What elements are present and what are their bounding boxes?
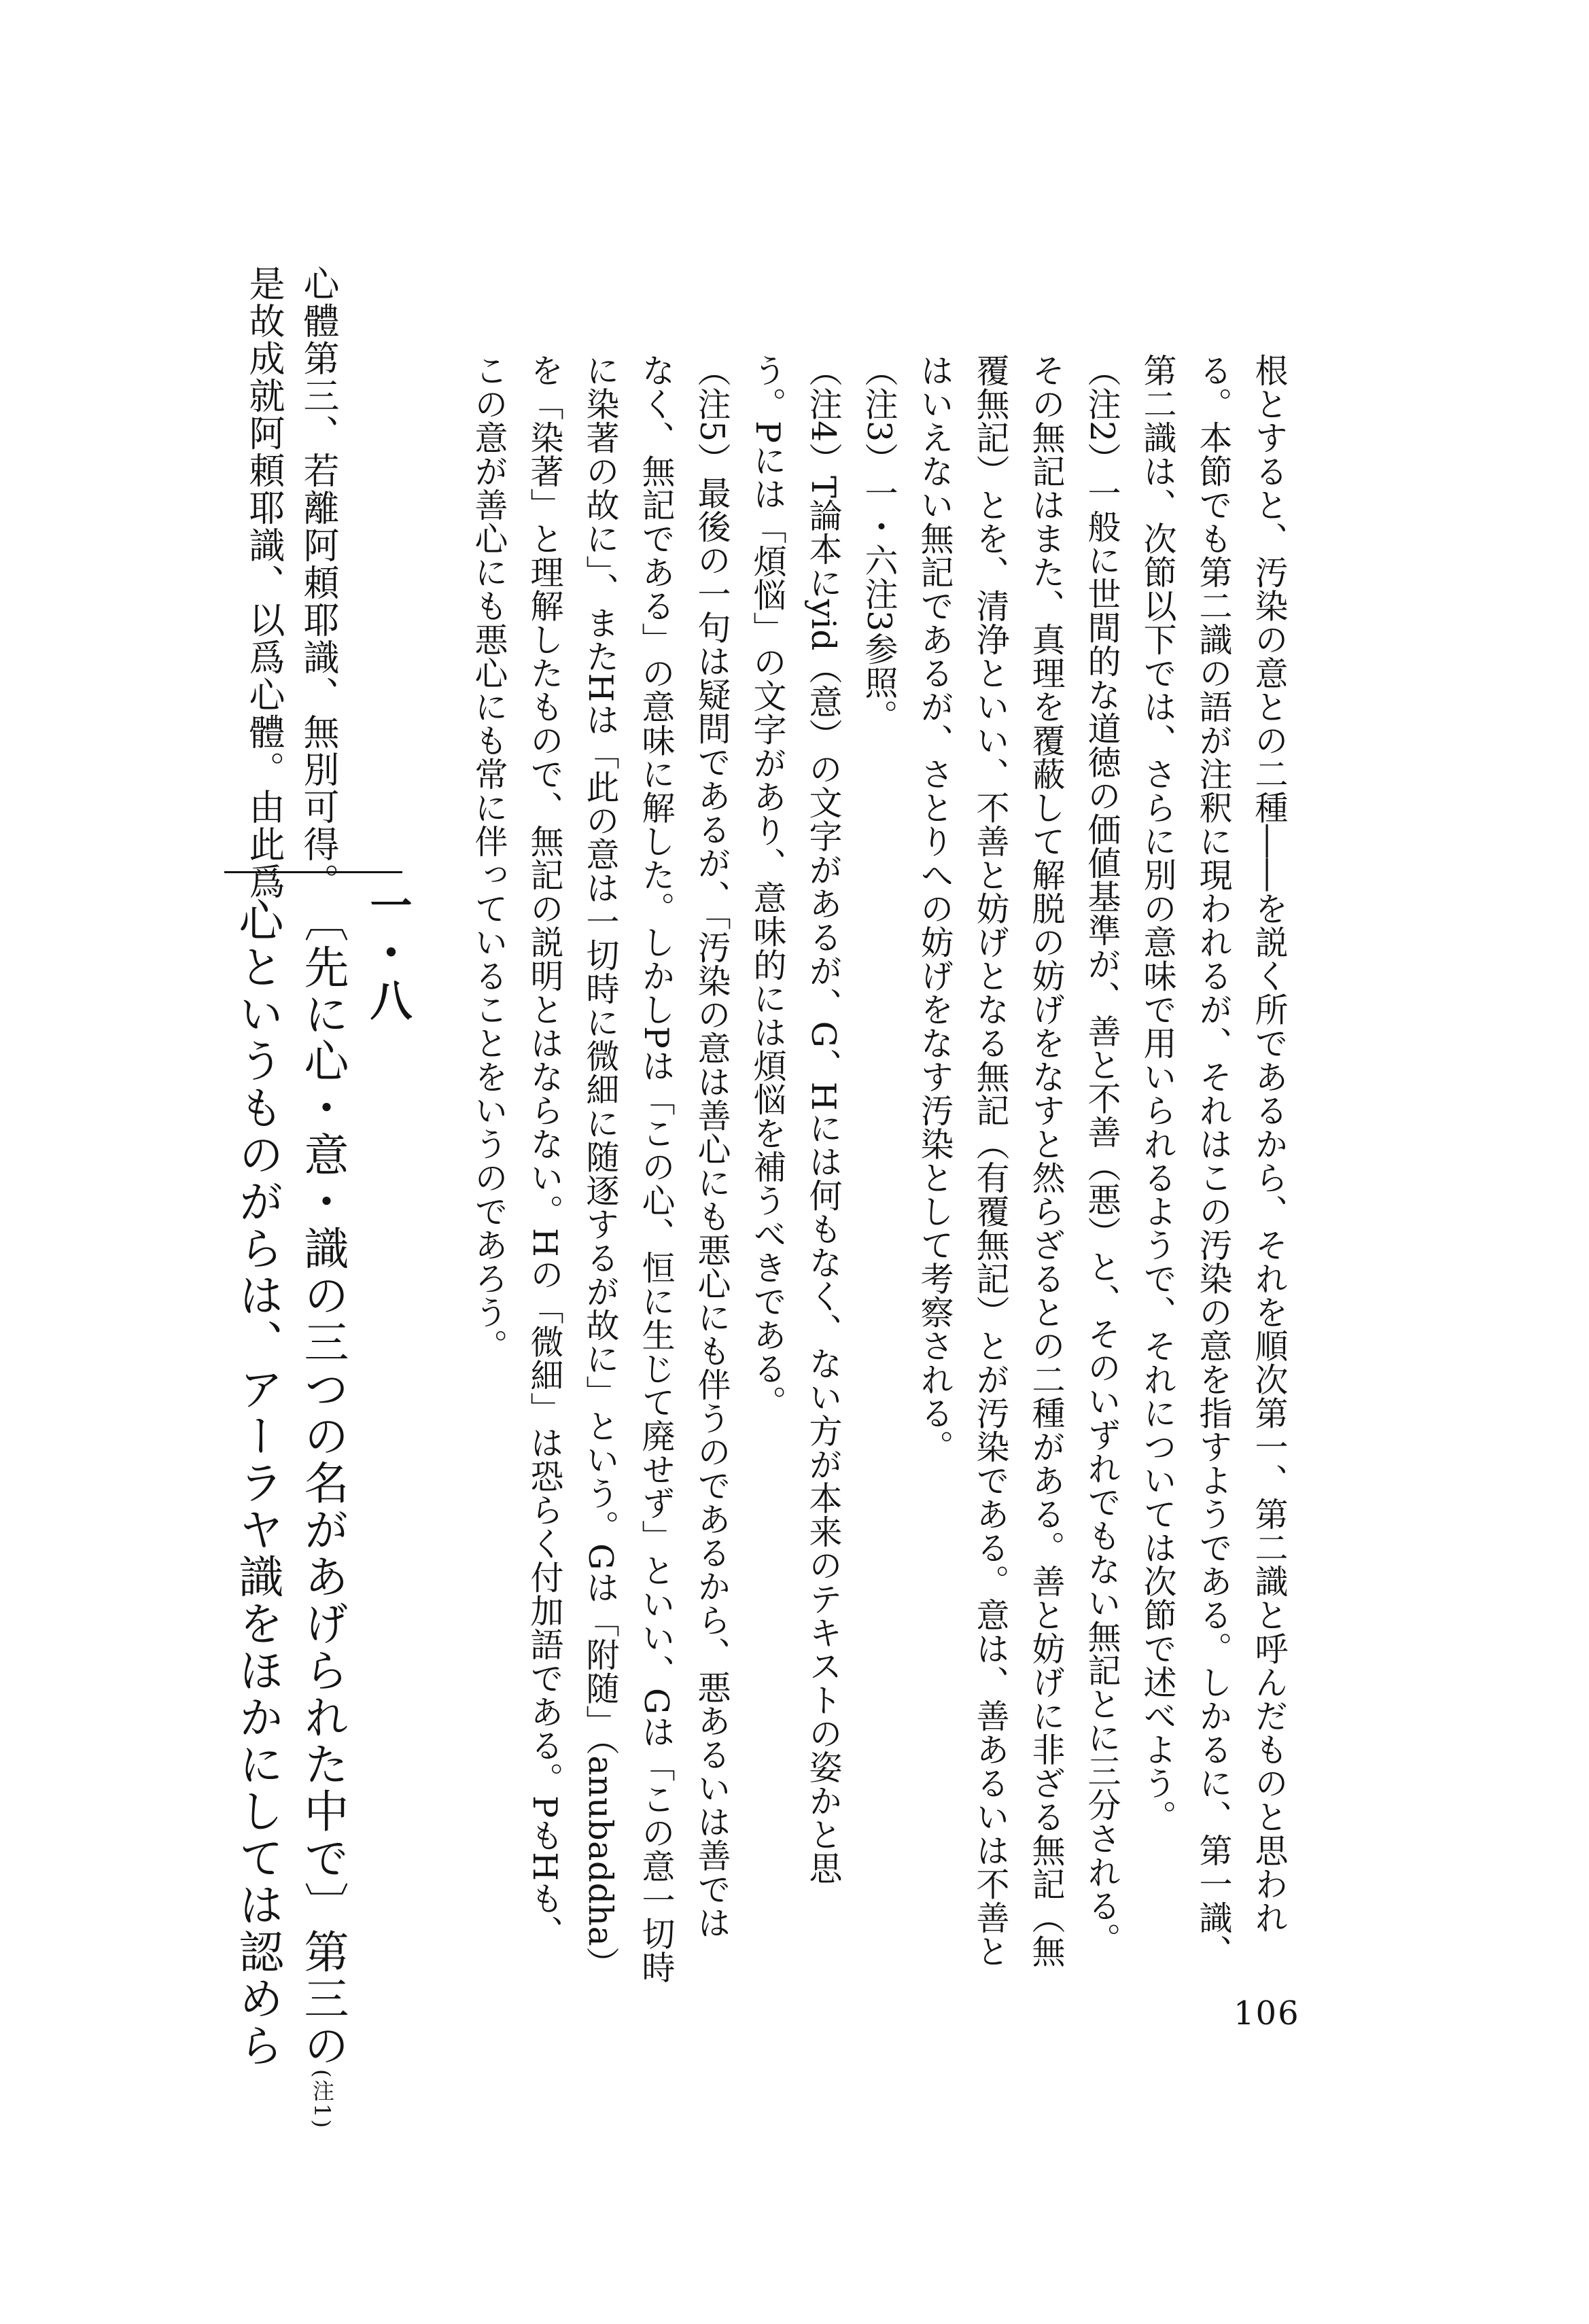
commentary-line: 覆無記）とを、清浄といい、不善と妨げとなる無記（有覆無記）とが汚染である。意は、善あるいは不善と: [971, 353, 1010, 1968]
commentary-line: この意が善心にも悪心にも常に伴っていることをいうのであろう。: [470, 353, 508, 1362]
commentary-line: る。本節でも第二識の語が注釈に現われるが、それはこの汚染の意を指すようである。しかるに、第一識、: [1194, 353, 1233, 1968]
original-text: [237, 265, 345, 900]
commentary-notes: [461, 353, 1297, 2052]
page-number: 106: [1234, 1994, 1300, 2032]
commentary-line: 第二識は、次節以下では、さらに別の意味で用いられるようで、それについては次節で述べよう。: [1138, 353, 1177, 1833]
commentary-line: その無記はまた、真理を覆蔽して解脱の妨げをなすと然らざるとの二種がある。善と妨げに非ざる無記（無: [1027, 353, 1066, 1968]
section-line: [290, 897, 355, 2324]
commentary-line: 根とすると、汚染の意との二種――を説く所であるから、それを順次第一、第二識と呼んだものと思われ: [1250, 353, 1289, 1935]
commentary-line: に染著の故に」、またHは「此の意は一切時に微細に随逐するが故に」という。Gは「附随」（anubaddha）: [581, 353, 620, 1980]
original-line: 心體第三、若離阿頼耶識、無別可得。: [298, 265, 339, 900]
commentary-line: （注5）最後の一句は疑問であるが、「汚染の意は善心にも悪心にも伴うのであるから、悪あるいは善では: [693, 353, 731, 1939]
commentary-line: う。Pには「煩悩」の文字があり、意味的には煩悩を補うべきである。: [748, 353, 787, 1419]
section-text: [224, 897, 355, 2324]
note-reference: (注1): [309, 2069, 335, 2130]
section-divider: [224, 871, 402, 873]
commentary-line: はいえない無記であるが、さとりへの妨げをなす汚染として考察される。: [915, 353, 954, 1464]
commentary-line: （注4）T論本にyid（意）の文字があるが、G、Hには何もなく、ない方が本来のテキストの姿かと思: [804, 353, 843, 1885]
section-line-text: 〔先に心・意・識の三つの名があげられた中で〕第三の: [296, 897, 349, 2069]
commentary-line: （注3）一・六注3参照。: [860, 353, 898, 733]
original-line: 是故成就阿頼耶識、以爲心體。由此爲: [243, 265, 285, 900]
commentary-line: なく、無記である」の意味に解した。しかしPは「この心、恒に生じて廃せず」といい、Gは「この意一切時: [637, 353, 676, 1984]
section-number: 一・八: [363, 883, 413, 1026]
section-line: 心というものがらは、アーラヤ識をほかにしては認めら: [231, 897, 283, 2069]
commentary-line: （注2）一般に世間的な道徳の価値基準が、善と不善（悪）と、そのいずれでもない無記とに三分される。: [1083, 353, 1121, 1956]
commentary-line: を「染著」と理解したもので、無記の説明とはならない。Hの「微細」は恐らく付加語である。PもHも、: [525, 353, 564, 1949]
